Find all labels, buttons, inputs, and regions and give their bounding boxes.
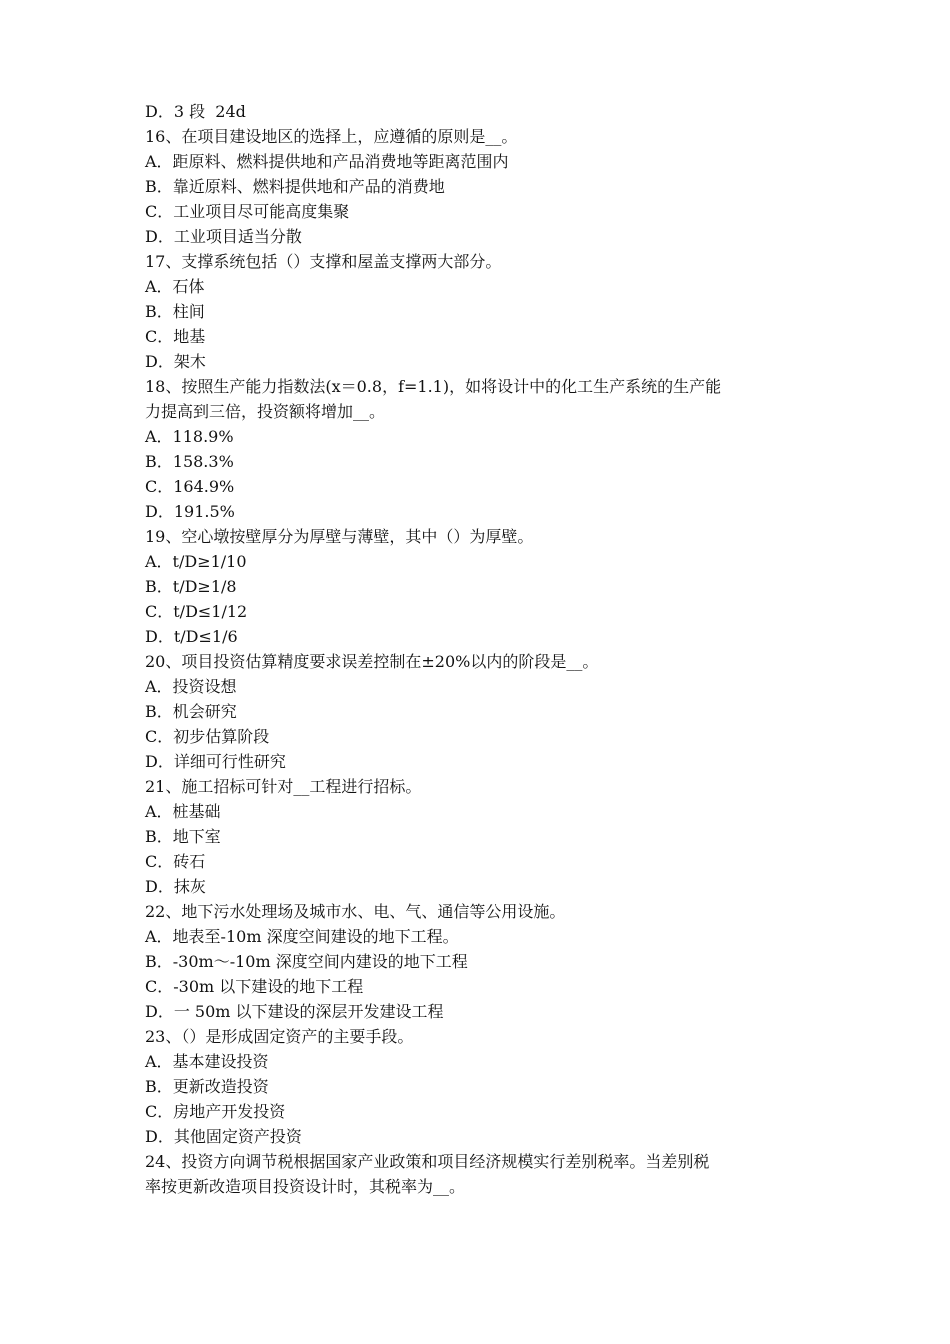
option-d: D．详细可行性研究 — [145, 752, 286, 771]
option-b: B．158.3% — [145, 452, 234, 471]
question-17: 17、支撑系统包括（）支撑和屋盖支撑两大部分。 — [145, 252, 502, 271]
option-d: D．t/D≤1/6 — [145, 627, 238, 646]
option-d: D．工业项目适当分散 — [145, 227, 302, 246]
option-c: C．164.9% — [145, 477, 235, 496]
question-19: 19、空心墩按壁厚分为厚壁与薄壁，其中（）为厚壁。 — [145, 527, 534, 546]
question-20: 20、项目投资估算精度要求误差控制在±20%以内的阶段是__。 — [145, 652, 599, 671]
option-a: A．投资设想 — [145, 677, 237, 696]
option-c: C．初步估算阶段 — [145, 727, 270, 746]
option-d: D．191.5% — [145, 502, 235, 521]
option-c: C．房地产开发投资 — [145, 1102, 286, 1121]
question-18-continued: 力提高到三倍，投资额将增加__。 — [145, 402, 386, 421]
text-line: D．3 段 24d — [145, 102, 246, 121]
question-18: 18、按照生产能力指数法(x＝0.8，f=1.1)，如将设计中的化工生产系统的生产能 — [145, 377, 722, 396]
option-d: D．其他固定资产投资 — [145, 1127, 302, 1146]
question-24: 24、投资方向调节税根据国家产业政策和项目经济规模实行差别税率。当差别税 — [145, 1152, 710, 1171]
option-a: A．石体 — [145, 277, 205, 296]
question-24-continued: 率按更新改造项目投资设计时，其税率为__。 — [145, 1177, 466, 1196]
option-c: C．工业项目尽可能高度集聚 — [145, 202, 350, 221]
option-b: B．t/D≥1/8 — [145, 577, 237, 596]
option-d: D．抹灰 — [145, 877, 206, 896]
question-22: 22、地下污水处理场及城市水、电、气、通信等公用设施。 — [145, 902, 566, 921]
document-body — [145, 99, 815, 1199]
question-21: 21、施工招标可针对__工程进行招标。 — [145, 777, 422, 796]
option-b: B．柱间 — [145, 302, 205, 321]
option-a: A．基本建设投资 — [145, 1052, 269, 1071]
option-c: C．砖石 — [145, 852, 206, 871]
option-b: B．靠近原料、燃料提供地和产品的消费地 — [145, 177, 445, 196]
option-a: A．桩基础 — [145, 802, 221, 821]
option-c: C．t/D≤1/12 — [145, 602, 248, 621]
option-b: B．-30m～-10m 深度空间内建设的地下工程 — [145, 952, 468, 971]
option-d: D．架木 — [145, 352, 206, 371]
option-b: B．机会研究 — [145, 702, 237, 721]
option-c: C．地基 — [145, 327, 206, 346]
question-16: 16、在项目建设地区的选择上，应遵循的原则是__。 — [145, 127, 518, 146]
question-23: 23、（）是形成固定资产的主要手段。 — [145, 1027, 414, 1046]
option-d: D．一 50m 以下建设的深层开发建设工程 — [145, 1002, 444, 1021]
option-a: A．距原料、燃料提供地和产品消费地等距离范围内 — [145, 152, 509, 171]
option-b: B．更新改造投资 — [145, 1077, 269, 1096]
option-a: A．118.9% — [145, 427, 234, 446]
option-a: A．t/D≥1/10 — [145, 552, 247, 571]
option-b: B．地下室 — [145, 827, 221, 846]
option-c: C．-30m 以下建设的地下工程 — [145, 977, 364, 996]
option-a: A．地表至-10m 深度空间建设的地下工程。 — [145, 927, 459, 946]
